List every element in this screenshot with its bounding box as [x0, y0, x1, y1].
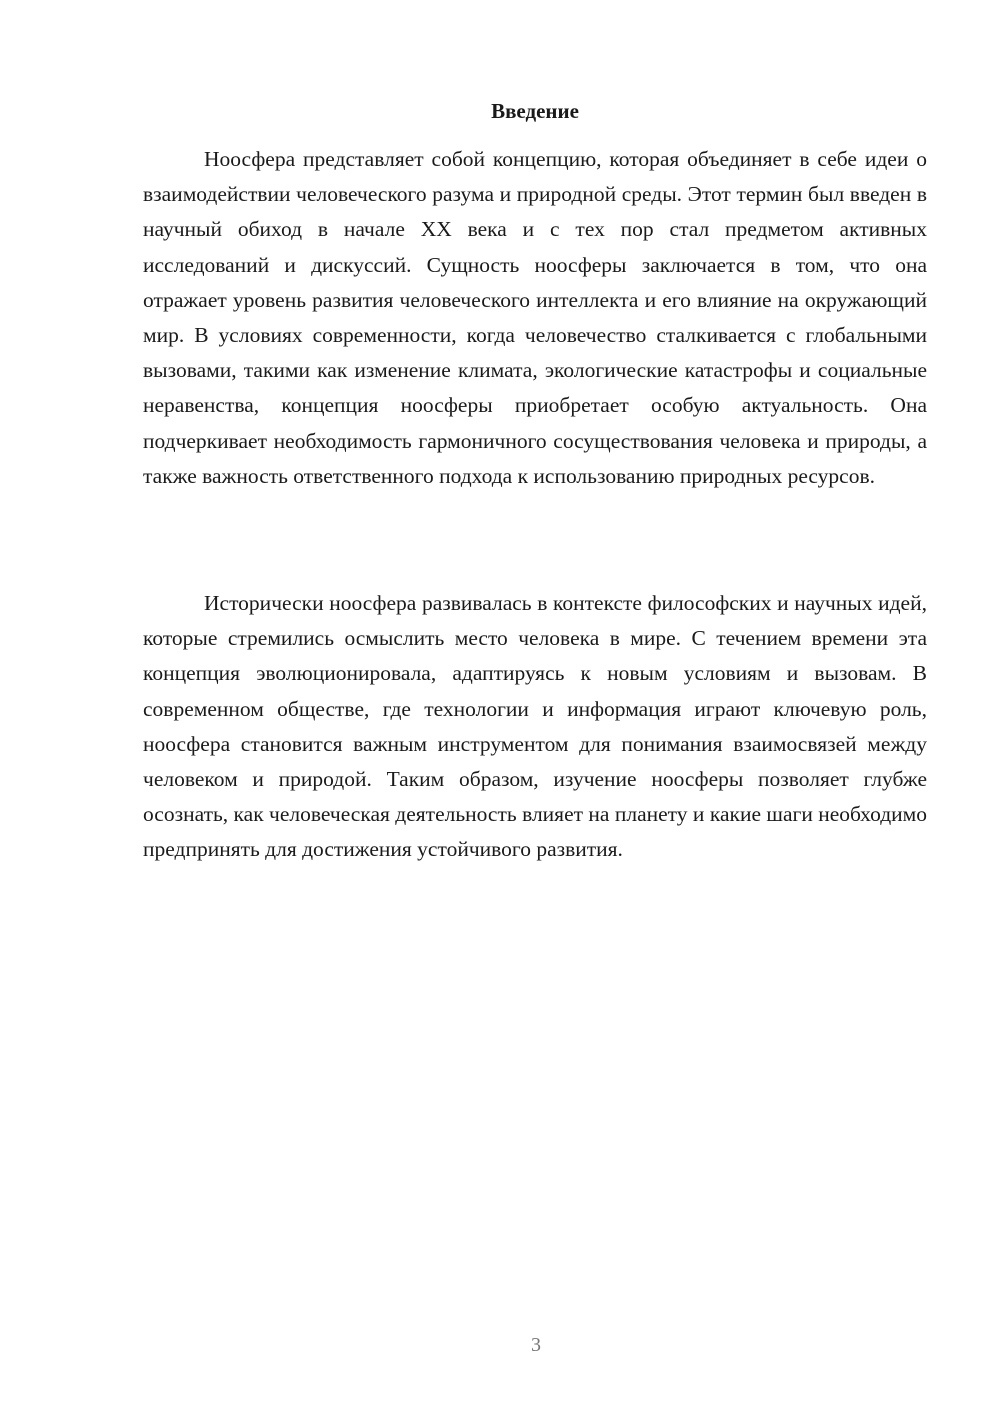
- paragraph-2: Исторически ноосфера развивалась в контексте философских и научных идей, которые стремились осмыслить место человека в мире. С течением времени эта концепция эволюционировала, адаптируясь к новым условиям и вызовам. В современном обществе, где технологии и информация играют ключевую роль, ноосфера становится важным инструментом для понимания взаимосвязей между человеком и природой. Таким образом, изучение ноосферы позволяет глубже осознать, как человеческая деятельность влияет на планету и какие шаги необходимо предпринять для достижения устойчивого развития.: [143, 591, 927, 862]
- section-heading: Введение: [491, 99, 579, 123]
- page-number: 3: [531, 1334, 541, 1356]
- paragraph-1: Ноосфера представляет собой концепцию, которая объединяет в себе идеи о взаимодействии человеческого разума и природной среды. Этот термин был введен в научный обиход в начале XX века и с тех пор стал предметом активных исследований и дискуссий. Сущность ноосферы заключается в том, что она отражает уровень развития человеческого интеллекта и его влияние на окружающий мир. В условиях современности, когда человечество сталкивается с глобальными вызовами, такими как изменение климата, экологические катастрофы и социальные неравенства, концепция ноосферы приобретает особую актуальность. Она подчеркивает необходимость гармоничного сосуществования человека и природы, а также важность ответственного подхода к использованию природных ресурсов.: [143, 147, 927, 488]
